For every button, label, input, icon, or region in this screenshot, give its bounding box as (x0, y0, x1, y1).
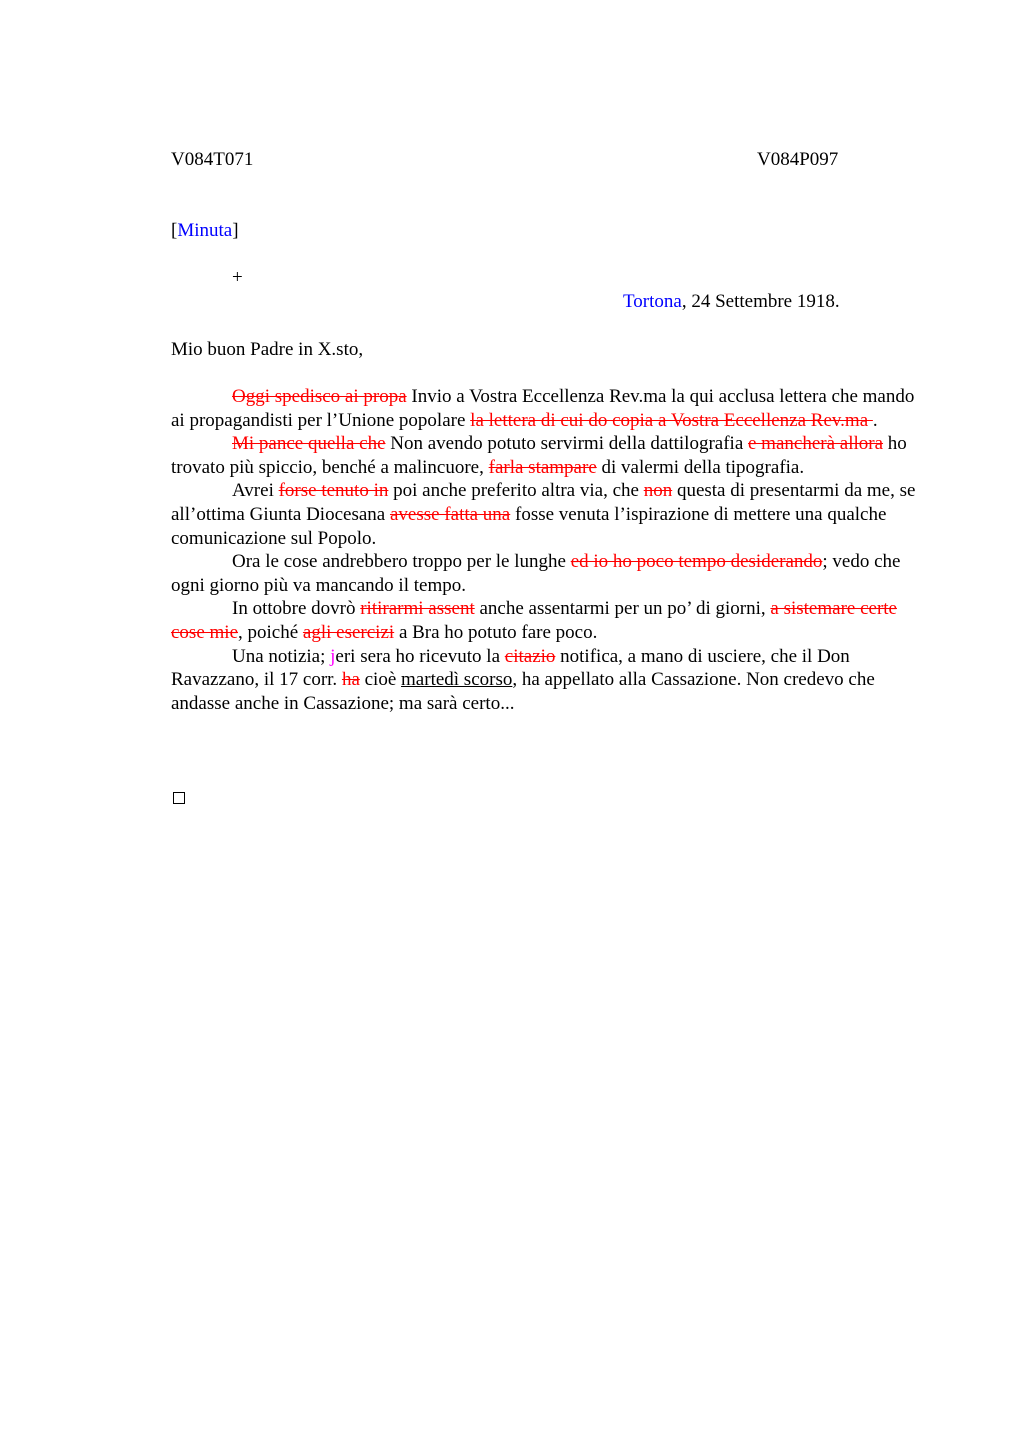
deleted-text: forse tenuto in (278, 480, 389, 502)
deleted-text: Oggi spedisco ai propa (232, 386, 407, 407)
text-segment: poi anche preferito altra via, che (388, 480, 644, 502)
paragraph-3 (171, 479, 931, 550)
text-segment: di valermi della tipografia. (596, 456, 805, 478)
end-box-symbol (173, 792, 185, 804)
document-code-left: V084T071 (171, 149, 254, 170)
text-segment: Invio a Vostra Eccellenza Rev.ma la qui acclusa lettera che mando ai propagandisti per l’Unione popolare (171, 386, 915, 431)
text-segment: Una notizia; (232, 645, 331, 667)
deleted-text: ha (341, 669, 360, 691)
text-segment: a Bra ho potuto fare poco. (394, 621, 598, 643)
paragraph-1 (171, 385, 931, 432)
paragraph-6 (171, 645, 931, 716)
minuta-label: [Minuta] (171, 220, 239, 241)
text-segment: . (872, 409, 878, 431)
dateline (623, 290, 840, 314)
deleted-text: non (643, 480, 673, 502)
cross-symbol: + (232, 267, 243, 288)
text-segment: ; vedo che ogni giorno più va mancando il tempo. (171, 551, 901, 596)
paragraph-2 (171, 432, 931, 479)
deleted-text: agli esercizi (302, 621, 395, 643)
dateline-place: Tortona (623, 291, 682, 312)
text-segment: ho trovato più spiccio, benché a malincuore, (171, 433, 907, 478)
text-segment: eri sera ho ricevuto la (335, 645, 505, 667)
text-segment: Non avendo potuto servirmi della dattilografia (385, 433, 748, 455)
underlined-text: martedì scorso (401, 669, 513, 691)
deleted-text: ed io ho poco tempo desiderando (570, 551, 823, 573)
text-segment: Ora le cose andrebbero troppo per le lunghe (232, 551, 571, 573)
text-segment: notifica, a mano di usciere, che il Don Ravazzano, il 17 corr. (171, 645, 850, 691)
letter-body (171, 385, 931, 715)
deleted-text: citazio (504, 645, 556, 667)
text-segment: anche assentarmi per un po’ di giorni, (474, 598, 771, 620)
document-code-right: V084P097 (757, 149, 839, 170)
paragraph-4 (171, 550, 931, 597)
deleted-text: a sistemare certe cose mie (171, 598, 897, 643)
corrected-letter: j (330, 645, 336, 667)
text-segment: , ha appellato alla Cassazione. Non credevo che andasse anche in Cassazione; ma sarà certo... (171, 669, 875, 714)
dateline-date: , 24 Settembre 1918. (681, 291, 840, 312)
deleted-text: farla stampare (488, 456, 597, 478)
minuta-word: Minuta (177, 220, 233, 241)
text-segment: Avrei (232, 480, 279, 502)
deleted-text: avesse fatta una (389, 503, 511, 525)
text-segment: fosse venuta l’ispirazione di mettere una qualche comunicazione sul Popolo. (171, 503, 887, 549)
deleted-text: e mancherà allora (748, 433, 884, 455)
text-segment: , poiché (238, 621, 303, 643)
deleted-text: Mi pance quella che (232, 433, 386, 455)
text-segment: In ottobre dovrò (232, 598, 361, 620)
salutation: Mio buon Padre in X.sto, (171, 339, 364, 360)
text-segment: questa di presentarmi da me, se all’ottima Giunta Diocesana (171, 480, 916, 525)
deleted-text: ritirarmi assent (360, 598, 475, 620)
paragraph-5 (171, 597, 931, 644)
deleted-text: la lettera di cui do copia a Vostra Eccellenza Rev.ma (470, 409, 873, 431)
text-segment: cioè (359, 669, 402, 691)
